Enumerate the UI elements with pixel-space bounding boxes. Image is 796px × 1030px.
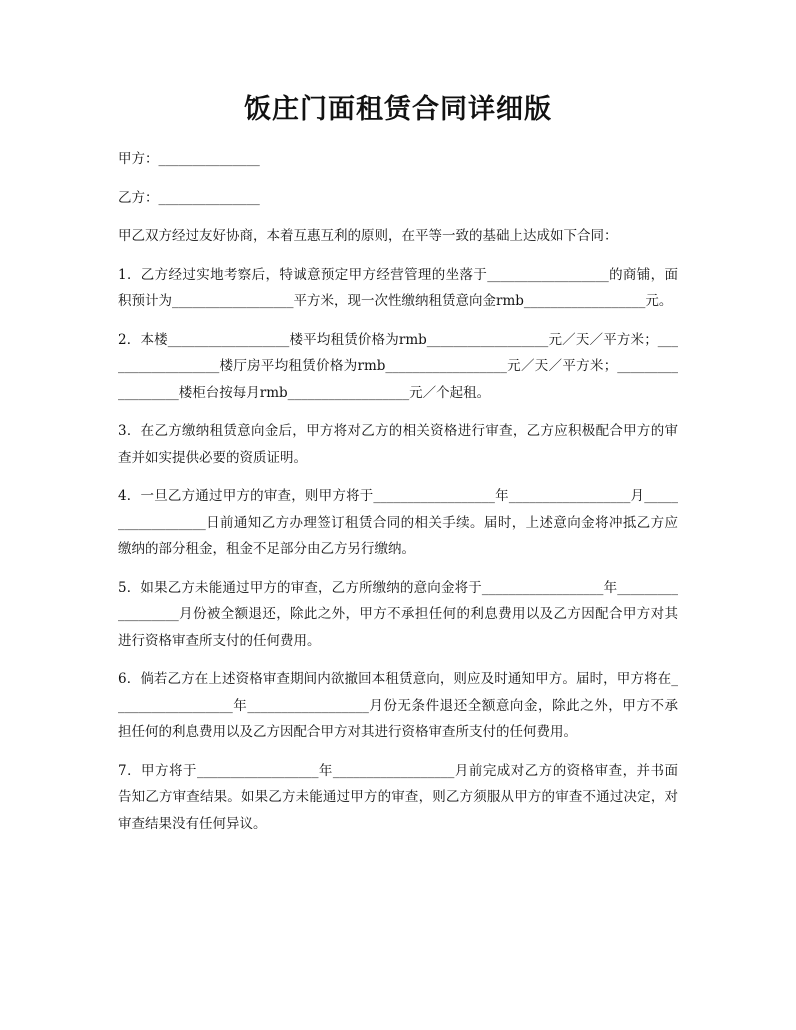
party-a-line: 甲方：_______________ <box>118 151 260 167</box>
clause-7: 7．甲方将于__________________年__________________月前完成对乙方的资格审查，并书面告知乙方审查结果。如果乙方未能通过甲方的审查，则乙方须服从甲方的审查不通过决定，对审查结果没有任何异议。 <box>118 762 678 832</box>
intro-paragraph: 甲乙双方经过友好协商，本着互惠互利的原则，在平等一致的基础上达成如下合同： <box>118 228 618 244</box>
document-title: 饭庄门面租赁合同详细版 <box>244 94 552 125</box>
clause-2: 2．本楼__________________楼平均租赁价格为rmb__________________元／天／平方米；__________________楼厅房平均租赁价格为rmb__________________元／天／平方米；__________________楼柜台按每月rmb__________________元／个起租。 <box>118 331 678 401</box>
clause-6: 6．倘若乙方在上述资格审查期间内欲撤回本租赁意向，则应及时通知甲方。届时，甲方将在__________________年__________________月份无条件退还全额意向金，除此之外，甲方不承担任何的利息费用以及乙方因配合甲方对其进行资格审查所支付的任何费用。 <box>118 671 678 740</box>
document-body <box>118 146 678 849</box>
clause-3: 3．在乙方缴纳租赁意向金后，甲方将对乙方的相关资格进行审查，乙方应积极配合甲方的审查并如实提供必要的资质证明。 <box>118 423 678 466</box>
party-b-line: 乙方：_______________ <box>118 189 260 206</box>
clause-4: 4．一旦乙方通过甲方的审查，则甲方将于__________________年__________________月__________________日前通知乙方办理签订租赁合同的相关手续。届时，上述意向金将冲抵乙方应缴纳的部分租金，租金不足部分由乙方另行缴纳。 <box>118 488 678 557</box>
clause-5: 5．如果乙方未能通过甲方的审查，乙方所缴纳的意向金将于__________________年__________________月份被全额退还，除此之外，甲方不承担任何的利息费用以及乙方因配合甲方对其进行资格审查所支付的任何费用。 <box>118 579 678 649</box>
clause-1: 1．乙方经过实地考察后，特诚意预定甲方经营管理的坐落于__________________的商铺，面积预计为__________________平方米，现一次性缴纳租赁意向金rmb__________________元。 <box>118 266 678 309</box>
